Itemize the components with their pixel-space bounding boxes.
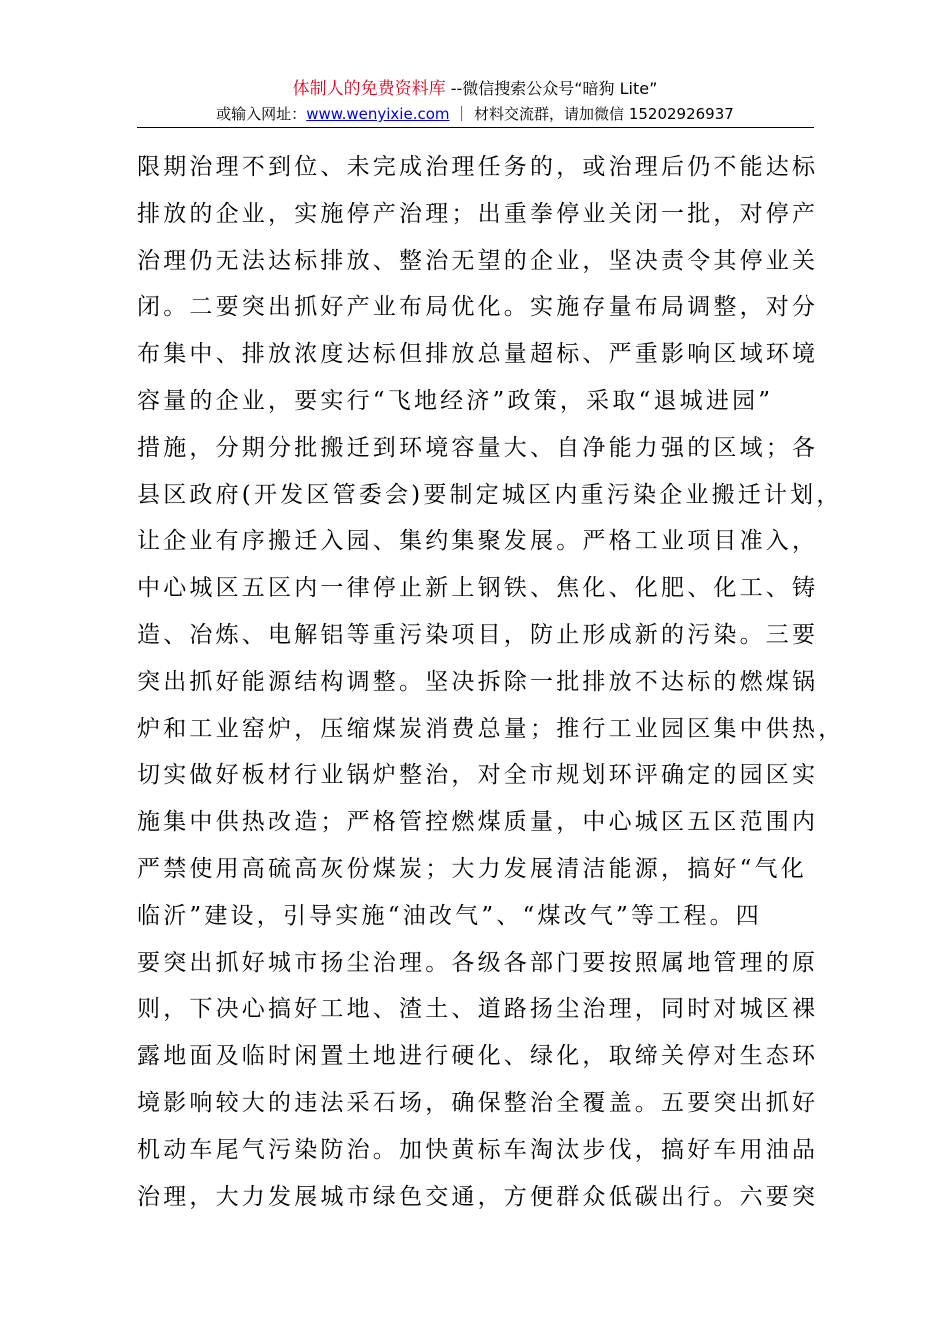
- text-line: 布集中、排放浓度达标但排放总量超标、严重影响区域环境: [137, 341, 819, 368]
- website-link[interactable]: www.wenyixie.com: [306, 105, 450, 123]
- text-line: 措施，分期分批搬迁到环境容量大、自净能力强的区域；各: [137, 434, 819, 461]
- text-line: 施集中供热改造；严格管控燃煤质量，中心城区五区范围内: [137, 809, 819, 836]
- header-brand: 体制人的免费资料库: [292, 79, 446, 99]
- text-line: 限期治理不到位、未完成治理任务的，或治理后仍不能达标: [137, 154, 819, 180]
- header-contact-text: ｜ 材料交流群，请加微信 15202926937: [449, 105, 734, 123]
- text-line: 临沂”建设，引导实施“油改气”、“煤改气”等工程。四: [137, 902, 762, 929]
- text-line: 让企业有序搬迁入园、集约集聚发展。严格工业项目准入，: [137, 528, 819, 555]
- header-url-prefix: 或输入网址：: [216, 105, 307, 123]
- header-contact-line: [0, 103, 950, 125]
- document-body: [137, 144, 845, 1220]
- text-line: 炉和工业窑炉，压缩煤炭消费总量；推行工业园区集中供热，: [137, 715, 845, 742]
- header-promo-line: [0, 78, 950, 100]
- header-brand-suffix: --微信搜索公众号“暗狗 Lite”: [445, 79, 658, 98]
- text-line: 闭。二要突出抓好产业布局优化。实施存量布局调整，对分: [137, 294, 819, 321]
- text-line: 境影响较大的违法采石场，确保整治全覆盖。五要突出抓好: [137, 1089, 819, 1116]
- text-line: 造、冶炼、电解铝等重污染项目，防止形成新的污染。三要: [137, 621, 819, 648]
- header-divider: [137, 127, 814, 128]
- text-line: 露地面及临时闲置土地进行硬化、绿化，取缔关停对生态环: [137, 1043, 819, 1070]
- text-line: 突出抓好能源结构调整。坚决拆除一批排放不达标的燃煤锅: [137, 668, 819, 695]
- text-line: 严禁使用高硫高灰份煤炭；大力发展清洁能源，搞好“气化: [137, 855, 807, 882]
- text-line: 容量的企业，要实行“飞地经济”政策，采取“退城进园”: [137, 387, 774, 414]
- text-line: 治理仍无法达标排放、整治无望的企业，坚决责令其停业关: [137, 247, 819, 274]
- text-line: 要突出抓好城市扬尘治理。各级各部门要按照属地管理的原: [137, 949, 819, 976]
- text-line: 县区政府(开发区管委会)要制定城区内重污染企业搬迁计划，: [137, 481, 843, 508]
- text-line: 治理，大力发展城市绿色交通，方便群众低碳出行。六要突: [137, 1183, 819, 1210]
- text-line: 机动车尾气污染防治。加快黄标车淘汰步伐，搞好车用油品: [137, 1136, 819, 1163]
- text-line: 则，下决心搞好工地、渣土、道路扬尘治理，同时对城区裸: [137, 996, 819, 1023]
- text-line: 中心城区五区内一律停止新上钢铁、焦化、化肥、化工、铸: [137, 575, 819, 602]
- text-line: 排放的企业，实施停产治理；出重拳停业关闭一批，对停产: [137, 200, 819, 227]
- text-line: 切实做好板材行业锅炉整治，对全市规划环评确定的园区实: [137, 762, 819, 789]
